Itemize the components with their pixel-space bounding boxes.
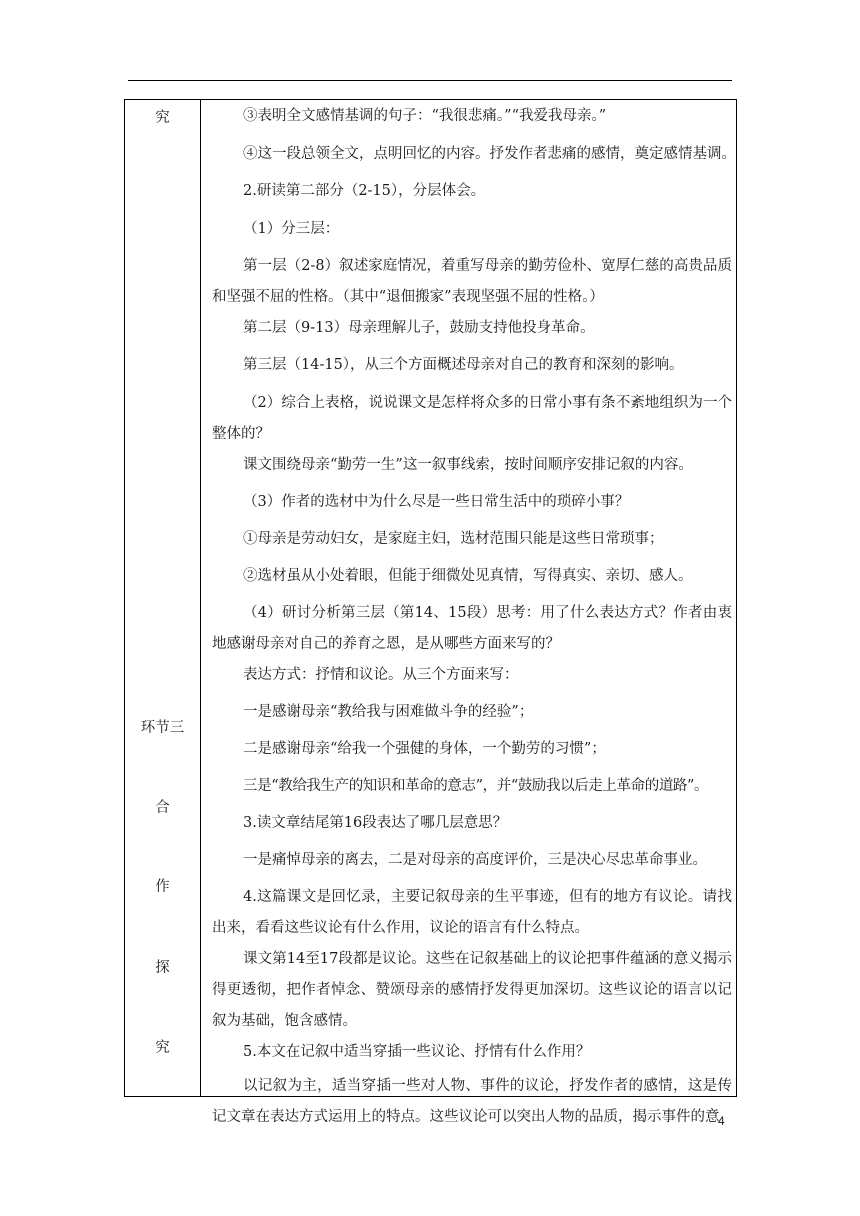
paragraph: 二是感谢母亲“给我一个强健的身体，一个勤劳的习惯”； [243, 741, 606, 757]
stage-label-char: 究 [155, 1040, 170, 1056]
paragraph: 表达方式：抒情和议论。从三个方面来写： [243, 667, 519, 683]
stage-label-title: 环节三 [140, 720, 185, 736]
stage-label-char: 究 [155, 110, 170, 126]
paragraph: 5.本文在记叙中适当穿插一些议论、抒情有什么作用？ [243, 1044, 591, 1060]
page-number: 4 [718, 1114, 725, 1128]
table-column-divider [200, 99, 201, 1097]
paragraph: ①母亲是劳动妇女，是家庭主妇，选材范围只能是这些日常琐事； [243, 531, 664, 547]
header-rule [128, 80, 732, 81]
paragraph: 3.读文章结尾第16段表达了哪几层意思？ [243, 815, 508, 831]
paragraph: 以记叙为主，适当穿插一些对人物、事件的议论，抒发作者的感情，这是传记文章在表达方式运用上的特点。这些议论可以突出人物的品质，揭示事件的意 [212, 1078, 732, 1125]
paragraph: （4）研讨分析第三层（第14、15段）思考：用了什么表达方式？作者由衷地感谢母亲对自己的养育之恩，是从哪些方面来写的？ [212, 605, 732, 652]
paragraph: 第三层（14-15），从三个方面概述母亲对自己的教育和深刻的影响。 [243, 357, 684, 373]
paragraph: 课文第14至17段都是议论。这些在记叙基础上的议论把事件蕴涵的意义揭示得更透彻，把作者悼念、赞颂母亲的感情抒发得更加深切。这些议论的语言以记叙为基础，饱含感情。 [212, 951, 732, 1029]
paragraph: 第一层（2-8）叙述家庭情况，着重写母亲的勤劳俭朴、宽厚仁慈的高贵品质和坚强不屈的性格。（其中“退佃搬家”表现坚强不屈的性格。） [212, 258, 732, 305]
paragraph: ②选材虽从小处着眼，但能于细微处见真情，写得真实、亲切、感人。 [243, 568, 693, 584]
paragraph: 三是“教给我生产的知识和革命的意志”，并“鼓励我以后走上革命的道路”。 [243, 778, 709, 794]
paragraph: 课文围绕母亲“勤劳一生”这一叙事线索，按时间顺序安排记叙的内容。 [243, 457, 693, 473]
paragraph: 2.研读第二部分（2-15），分层体会。 [243, 183, 486, 199]
paragraph: （1）分三层： [243, 221, 340, 237]
paragraph: 一是痛悼母亲的离去，二是对母亲的高度评价，三是决心尽忠革命事业。 [243, 852, 707, 868]
paragraph: 一是感谢母亲“教给我与困难做斗争的经验”； [243, 704, 534, 720]
paragraph: ③表明全文感情基调的句子：“我很悲痛。”“我爱我母亲。” [243, 108, 607, 124]
paragraph: （3）作者的选材中为什么尽是一些日常生活中的琐碎小事？ [243, 494, 630, 510]
stage-label-char: 合 [155, 800, 170, 816]
paragraph: （2）综合上表格，说说课文是怎样将众多的日常小事有条不紊地组织为一个整体的？ [212, 395, 732, 442]
stage-label-char: 作 [155, 879, 170, 895]
paragraph: 4.这篇课文是回忆录，主要记叙母亲的生平事迹，但有的地方有议论。请找出来，看看这些议论有什么作用，议论的语言有什么特点。 [212, 889, 732, 936]
paragraph: 第二层（9-13）母亲理解儿子，鼓励支持他投身革命。 [243, 320, 595, 336]
stage-label-char: 探 [155, 960, 170, 976]
paragraph: ④这一段总领全文，点明回忆的内容。抒发作者悲痛的感情，奠定感情基调。 [243, 146, 736, 162]
